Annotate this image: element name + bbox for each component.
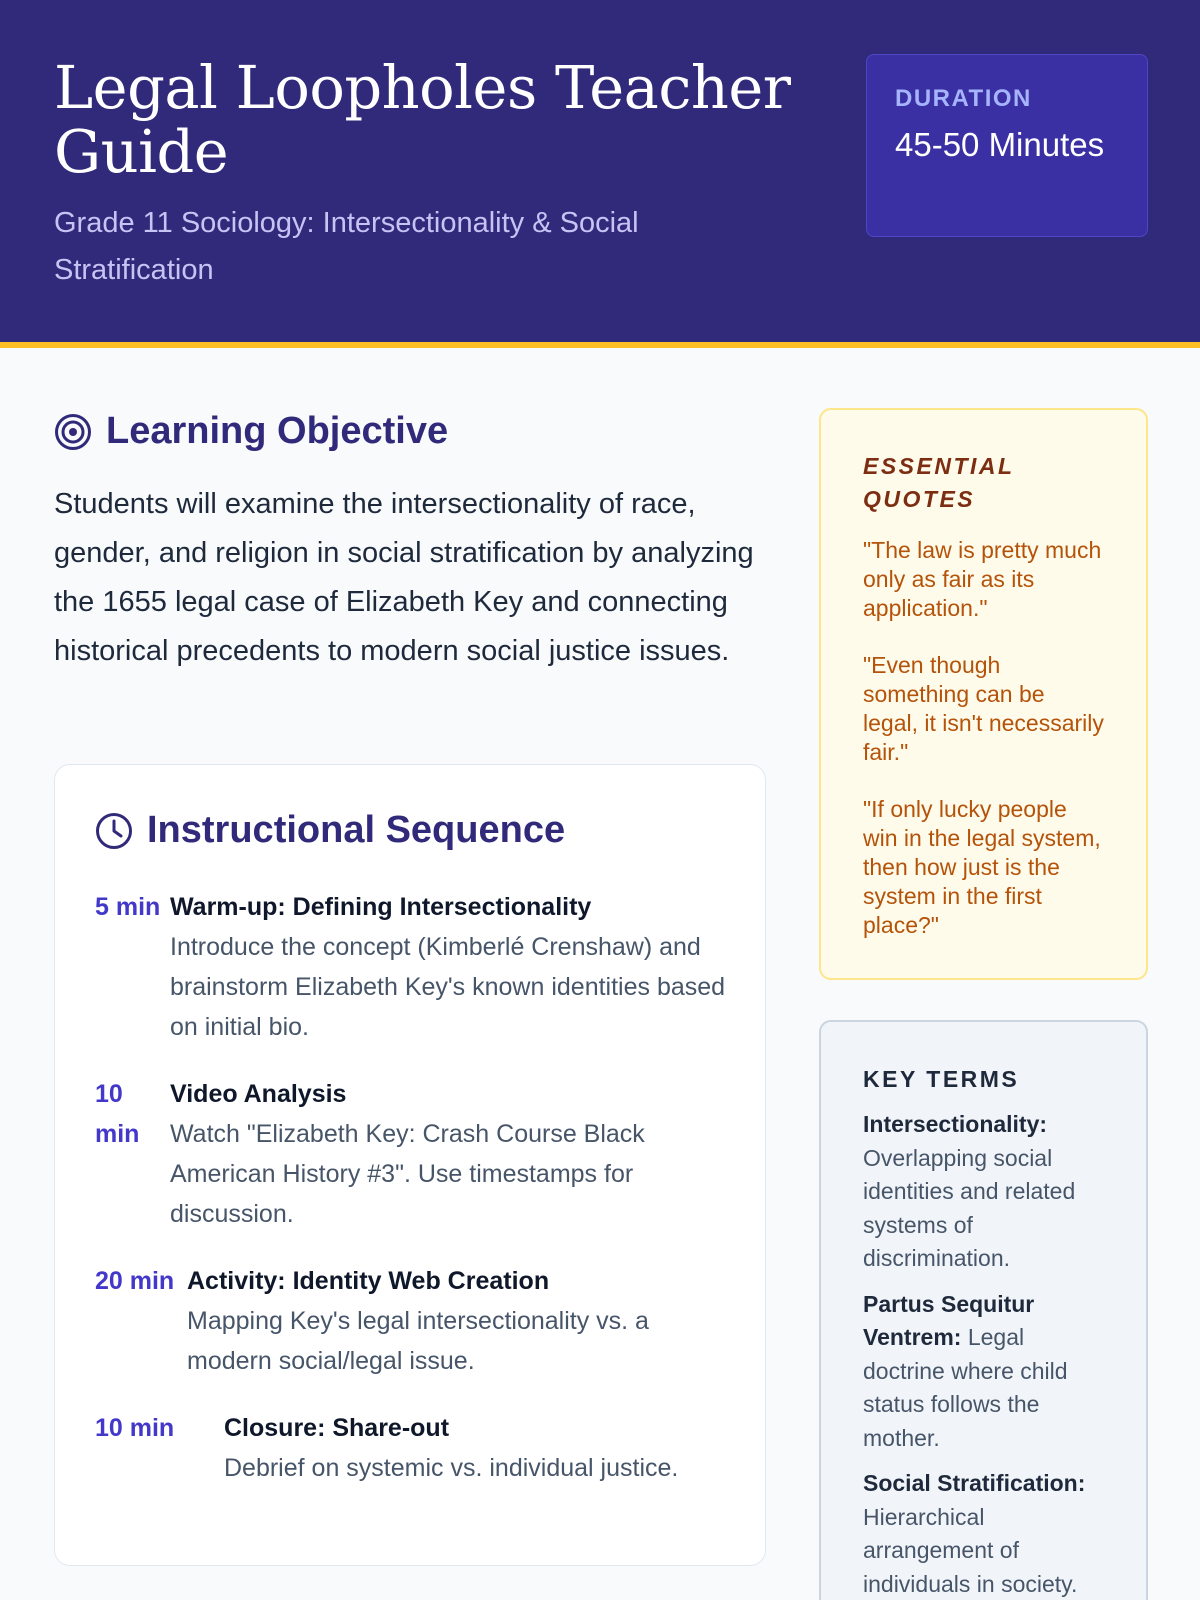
page-header <box>0 0 1200 348</box>
step-description: Watch "Elizabeth Key: Crash Course Black American History #3". Use timestamps for discussion. <box>170 1120 645 1228</box>
sequence-heading-label: Instructional Sequence <box>147 809 566 851</box>
quote: "The law is pretty much only as fair as its application." <box>863 537 1102 621</box>
duration-value: 45-50 Minutes <box>895 126 1105 163</box>
clock-icon <box>95 812 133 850</box>
step-time: 5 min <box>95 893 161 921</box>
duration-card <box>866 54 1148 237</box>
term-definition: Overlapping social identities and related systems of discrimination. <box>863 1144 1076 1271</box>
term-definition: Hierarchical arrangement of individuals in society. <box>863 1503 1078 1597</box>
term-name: Intersectionality: <box>863 1111 1048 1137</box>
page-title: Legal Loopholes Teacher Guide <box>54 53 791 186</box>
page-subtitle: Grade 11 Sociology: Intersectionality & Social Stratification <box>54 207 639 286</box>
quote: "Even though something can be legal, it isn't necessarily fair." <box>863 652 1104 765</box>
step-title: Warm-up: Defining Intersectionality <box>170 893 592 921</box>
term-definition: Legal doctrine where child status follows the mother. <box>863 1324 1068 1451</box>
step-time: 10 min <box>95 1080 140 1148</box>
key-term <box>863 1467 1104 1600</box>
term-name: Social Stratification: <box>863 1470 1086 1496</box>
sequence-step <box>95 1408 715 1488</box>
key-terms-label: KEY TERMS <box>863 1066 1020 1092</box>
quotes-label: ESSENTIAL QUOTES <box>863 453 1015 512</box>
step-description: Mapping Key's legal intersectionality vs. a modern social/legal issue. <box>187 1307 649 1375</box>
objective-heading-label: Learning Objective <box>106 410 449 452</box>
sequence-step <box>95 1074 715 1234</box>
objective-heading <box>54 410 448 453</box>
step-title: Activity: Identity Web Creation <box>187 1267 550 1295</box>
step-title: Video Analysis <box>170 1080 347 1108</box>
essential-quotes-panel <box>819 408 1148 980</box>
target-icon <box>54 413 92 451</box>
step-title: Closure: Share-out <box>224 1414 450 1442</box>
sequence-heading <box>95 809 565 852</box>
duration-label: DURATION <box>895 85 1032 112</box>
sequence-step <box>95 1261 735 1381</box>
instructional-sequence-card <box>54 764 766 1566</box>
step-time: 20 min <box>95 1267 175 1295</box>
quote: "If only lucky people win in the legal system, then how just is the system in the first place?" <box>863 796 1101 938</box>
step-description: Debrief on systemic vs. individual justice. <box>224 1454 679 1482</box>
term-name: Partus Sequitur Ventrem: <box>863 1290 1035 1350</box>
key-term <box>863 1108 1104 1276</box>
key-term <box>863 1288 1104 1456</box>
objective-text: Students will examine the intersectionality of race, gender, and religion in social stratification by analyzing the 1655 legal case of Elizabeth Key and connecting historical precedents to modern social justice issues. <box>54 488 754 667</box>
sequence-step <box>95 887 735 1047</box>
step-time: 10 min <box>95 1414 175 1442</box>
step-description: Introduce the concept (Kimberlé Crenshaw) and brainstorm Elizabeth Key's known identities based on initial bio. <box>170 933 726 1041</box>
key-terms-panel <box>819 1020 1148 1600</box>
